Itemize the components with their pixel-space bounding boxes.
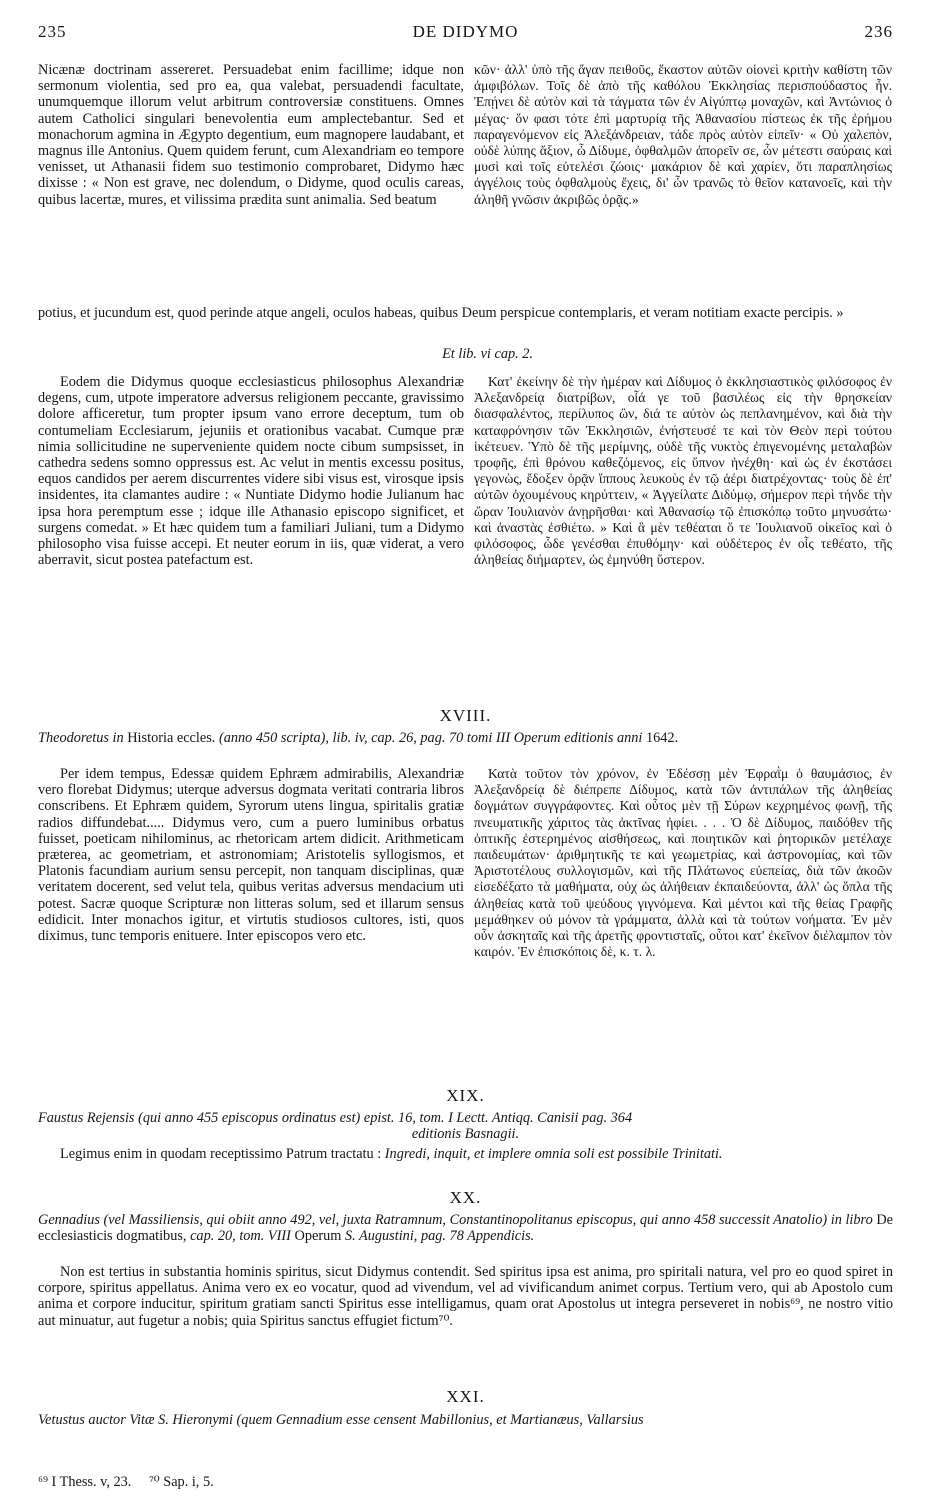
- source-author: Gennadius (vel Massiliensis, qui obiit anno 492, vel, juxta Ratramnum, Constantinopolitanus episcopus, qui anno 458 successit Anatolio) in libro: [38, 1212, 873, 1228]
- page-number-right: 236: [864, 22, 893, 41]
- latin-column-block1: Nicænæ doctrinam assereret. Persuadebat enim facillime; idque non sermonum violentia, sed pro ea, qua valebat, persuadendi facultate, unumquemque illorum velut arbitrum controversiæ constituens. Omnes autem Catholici singulari benevolentia eum amplectebantur. Sed et monachorum agmina in Ægypto degentium, eum magnopere laudabant, et magnus ille Antonius. Quem quidem ferunt, cum Alexandriam eo tempore venisset, ut Athanasii fidem suo testimonio comprobaret, Didymo hæc dixisse : « Non est grave, nec dolendum, o Didyme, quod oculis careas, quibus lacertæ, mures, et vilissima prædita sunt animalia. Sed beatum: [38, 62, 464, 208]
- greek-column-block2: Κατ' ἐκείνην δὲ τὴν ἡμέραν καὶ Δίδυμος ὁ ἐκκλησιαστικὸς φιλόσοφος ἐν Ἀλεξανδρείᾳ διατρίβων, οἷά γε τοῦ βασιλέως εἰς τὴν θρησκείαν διασφαλέντος, περίλυπος ὢν, διά τε αὐτὸν ὡς πεπλανημένον, καὶ διὰ τὴν καταφρόνησιν τῶν Ἐκκλησιῶν, ἐνήστευσέ τε καὶ τὸν Θεὸν περὶ τούτου ἱκέτευεν. Ὑπὸ δὲ τῆς μερίμνης, οὐδὲ τῆς νυκτὸς ἐπιγενομένης μεταλαβὼν τροφῆς, ἐπὶ θρόνου καθεζόμενος, εἰς ὕπνον ἠνέχθη· καὶ ὡς ἐν ἐκστάσει γεγονὼς, ἔδοξεν ὁρᾷν ἵππους λευκοὺς ἐν τῷ ἀέρι διατρέχοντας· τοὺς δὲ ἐπ' αὐτῶν ὀχουμένους κηρύττειν, « Ἀγγείλατε Διδύμῳ, σήμερον περὶ τήνδε τὴν ὥραν Ἰουλιανὸν ἀνῃρῆσθαι· καὶ Ἀθανασίῳ τῷ ἐπισκόπῳ τοῦτο μηνυσάτω· καὶ ἀναστὰς ἐσθιέτω. » Καὶ ἃ μὲν τεθέαται ὅ τε Ἰουλιανοῦ οἰκεῖος καὶ ὁ φιλόσοφος, ὧδε γενέσθαι ἐπυθόμην· καὶ οὐδέτερος ἐν οἷς τεθέατο, τῆς ἀληθείας διήμαρτεν, ὡς ἐμηνύθη ὕστερον.: [474, 374, 892, 568]
- block1-reference: Et lib. vi cap. 2.: [442, 346, 533, 362]
- section-number-18: XVIII.: [439, 706, 492, 725]
- source-line-2: editionis Basnagii.: [411, 1126, 520, 1143]
- section-20-body: [38, 1264, 893, 1329]
- source-work: De ecclesiasticis dogmatibus,: [38, 1212, 894, 1245]
- block1-continuation: [38, 305, 893, 321]
- source-operum: Operum: [294, 1228, 342, 1245]
- section-number-19: XIX.: [446, 1086, 485, 1105]
- section-19-body: [38, 1146, 893, 1162]
- section-18-source: [38, 730, 893, 746]
- quote-text: Ingredi, inquit, et implere omnia soli est possibile Trinitati.: [384, 1146, 723, 1162]
- latin-column-sec18: Per idem tempus, Edessæ quidem Ephræm admirabilis, Alexandriæ vero florebat Didymus; uterque adversus dogmata veritati contraria libros conscribens. Et Ephræm quidem, Syrorum utens lingua, spiritalis gratiæ radios diffundebat..... Didymus vero, cum a puero luminibus orbatus fuisset, poeticam nihilominus, ac rhetoricam artem didicit. Arithmeticam præterea, ac geometriam, et astronomiam; Aristotelis syllogismos, et Platonis facundiam aurium sensu percepit, non tanquam disciplinas, quæ veritatem docerent, sed velut tela, quibus veritas adversus mendacium uti potest. Sacræ quoque Scripturæ non litteras solum, sed et illarum sensus edidicit. Inter monachos igitur, et virtutis studiosos cultores, isti, quos diximus, tunc temporis enituere. Inter episcopos vero etc.: [38, 766, 464, 945]
- section-20-text: Non est tertius in substantia hominis spiritus, sicut Didymus contendit. Sed spiritus ipsa est anima, pro spiritali natura, vel pro eo quod spiret in corpore, spiritus appellatus. Anima vero ex eo vocatur, quod ad vivendum, vel ad vivificandum animet corpus. Tertium vero, qui ab Apostolo cum anima et corpore inducitur, spiritum gratiam sancti Spiritus esse intelligamus, quam orat Apostolus ut integra perseveret in nobis⁶⁹, ne nostro vitio aut minuatur, aut fugetur a nobis; quia Spiritus sanctus effugiet fictum⁷⁰.: [38, 1264, 893, 1329]
- section-21-source: Vetustus auctor Vitæ S. Hieronymi (quem Gennadium esse censent Mabillonius, et Martianæus, Vallarsius: [38, 1412, 644, 1428]
- greek-column-sec18: Κατὰ τοῦτον τὸν χρόνον, ἐν Ἐδέσσῃ μὲν Ἐφραῒμ ὁ θαυμάσιος, ἐν Ἀλεξανδρείᾳ δὲ διέπρεπε Δίδυμος, κατὰ τῶν ἀντιπάλων τῆς ἀληθείας δογμάτων συγγράφοντες. Καὶ οὗτος μὲν τῇ Σύρων κεχρημένος φωνῇ, τῆς πνευματικῆς χάριτος τὰς ἀκτῖνας ἠφίει. . . . Ὁ δὲ Δίδυμος, παιδόθεν τῆς ὀπτικῆς ἐστερημένος αἰσθήσεως, καὶ ποιητικῶν καὶ ῥητορικῶν μετέλαχε παιδευμάτων· ἀριθμητικῆς τε καὶ γεωμετρίας, καὶ ἀστρονομίας, καὶ τῶν Ἀριστοτέλους συλλογισμῶν, καὶ τῆς Πλάτωνος εὐεπείας, διὰ τῶν ἀκοῶν εἰσεδέξατο τὰ μαθήματα, οὐχ ὡς ἀλήθειαν ἐκπαιδεύοντα, ἀλλ' ὡς ὅπλα τῆς ἀληθείας κατὰ τοῦ ψεύδους γιγνόμενα. Καὶ μέντοι καὶ τῆς θείας Γραφῆς μεμάθηκεν οὐ μόνον τὰ γράμματα, ἀλλὰ καὶ τὰ τούτων νοήματα. Ἐν μὲν οὖν ἀσκηταῖς καὶ τῆς ἀρετῆς φροντισταῖς, οὗτοι κατ' ἐκεῖνον διέλαμπον τὸν καιρόν. Ἐν ἐπισκόποις δὲ, κ. τ. λ.: [474, 766, 892, 960]
- section-number-20: XX.: [449, 1188, 482, 1207]
- section-20-source: [38, 1212, 893, 1244]
- source-work: Historia eccles.: [127, 730, 216, 746]
- latin-column-block2: Eodem die Didymus quoque ecclesiasticus philosophus Alexandriæ degens, cum, utpote imperatore adversus religionem peccante, gravissimo dolore afficeretur, tum propter ipsum vano errore deceptum, tum ob contumeliam Ecclesiarum, jejuniis et orationibus vacabat. Cumque præ nimia sollicitudine ne superveniente quidem nocte cibum sumpsisset, in cathedra sedens somno oppressus est. Ac velut in mentis excessu positus, equos candidos per aerem discurrentes videre sibi visus est, virosque ipsis insidentes, ita clamantes audire : « Nuntiate Didymo hodie Julianum hac ipsa hora peremptum esse ; idque ille Athanasio episcopo significet, et surgens comedat. » Et hæc quidem tum a familiari Juliani, tum a Didymo philosopho visa fuisse accepi. Et neuter eorum in iis, quæ viderat, a vero aberravit, sicut postea patefactum est.: [38, 374, 464, 569]
- source-details: (anno 450 scripta), lib. iv, cap. 26, pag. 70 tomi III Operum editionis anni: [218, 730, 643, 746]
- footnote-70: ⁷⁰ Sap. i, 5.: [148, 1474, 214, 1490]
- page-number-left: 235: [38, 22, 67, 41]
- continuation-text: potius, et jucundum est, quod perinde atque angeli, oculos habeas, quibus Deum perspicue contemplaris, et veram notitiam exacte percipis. »: [38, 305, 844, 321]
- section-number-21: XXI.: [446, 1387, 485, 1406]
- source-details: cap. 20, tom. VIII: [190, 1228, 291, 1245]
- quote-intro: Legimus enim in quodam receptissimo Patrum tractatu :: [60, 1146, 382, 1162]
- source-line-1: Faustus Rejensis (qui anno 455 episcopus ordinatus est) epist. 16, tom. I Lectt. Antiqq. Canisii pag. 364: [38, 1110, 633, 1126]
- section-19-source: [38, 1110, 893, 1142]
- footnote-69: ⁶⁹ I Thess. v, 23.: [38, 1474, 132, 1490]
- running-title: DE DIDYMO: [412, 22, 519, 41]
- page-header: [38, 22, 893, 44]
- source-author: Theodoretus in: [38, 730, 124, 746]
- source-appendix: S. Augustini, pag. 78 Appendicis.: [344, 1228, 535, 1245]
- greek-column-block1: κῶν· ἀλλ' ὑπὸ τῆς ἄγαν πειθοῦς, ἕκαστον αὐτῶν οἱονεὶ κριτὴν καθίστη τῶν ἀμφιβόλων. Τοῖς δὲ ἀπὸ τῆς καθόλου Ἐκκλησίας περισπούδαστος ἦν. Ἐπῄνει δὲ αὐτὸν καὶ τὰ τάγματα τῶν ἐν Αἰγύπτῳ μοναχῶν, καὶ Ἀντώνιος ὁ μέγας· ὅν φασι τότε ἐπὶ μαρτυρίᾳ τῆς Ἀθανασίου πίστεως ἐκ τῆς ἐρήμου παραγενόμενον εἰς Ἀλεξάνδρειαν, τάδε πρὸς αὐτὸν εἰπεῖν· « Οὐ χαλεπὸν, οὐδὲ λύπης ἄξιον, ὦ Δίδυμε, ὀφθαλμῶν ἀπορεῖν σε, ὧν μέτεστι σαύραις καὶ μυσὶ καὶ τοῖς εὐτελέσι ζώοις· μακάριον δὲ καὶ χαρίεν, ὅτι παραπλησίως ἀγγέλοις τοὺς ὀφθαλμοὺς ἔχεις, δι' ὧν τρανῶς τὸ θεῖον κατανοεῖς, καὶ τὴν ἀληθῆ γνῶσιν ἀκριβῶς ὁρᾷς.»: [474, 62, 892, 207]
- footnotes: [38, 1474, 228, 1491]
- source-year: 1642.: [645, 730, 679, 746]
